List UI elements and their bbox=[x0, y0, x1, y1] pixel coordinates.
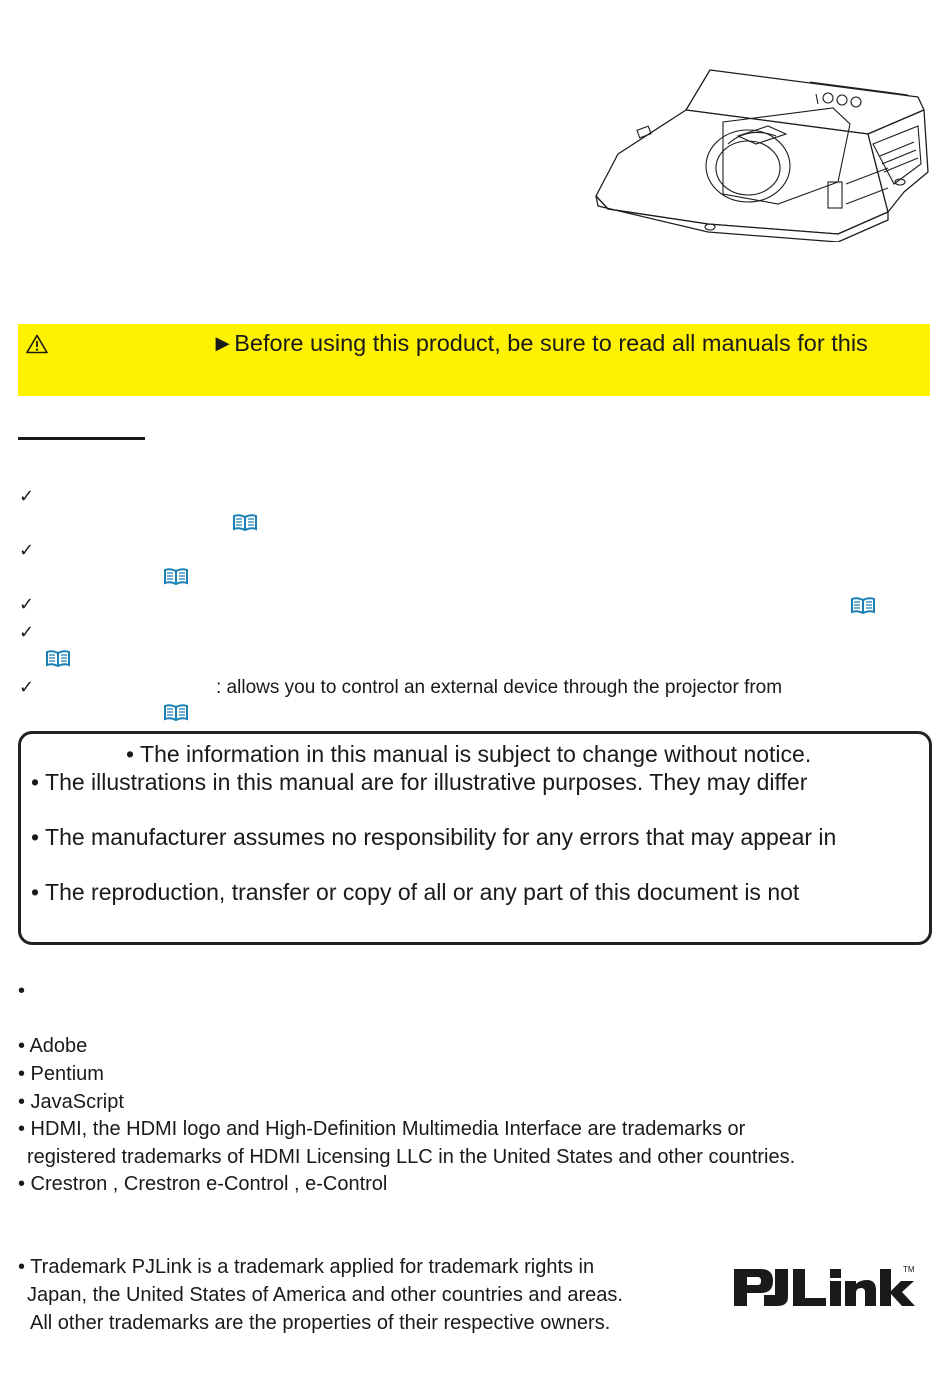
notice-box bbox=[18, 731, 932, 945]
check-icon: ✓ bbox=[19, 677, 35, 697]
notice-line: • The illustrations in this manual are for illustrative purposes. They may differ bbox=[31, 769, 808, 795]
notice-line: • The manufacturer assumes no responsibility for any errors that may appear in bbox=[31, 824, 837, 850]
notice-line: • The information in this manual is subject to change without notice. bbox=[126, 741, 812, 767]
trademark-crestron: • Crestron , Crestron e-Control , e-Control bbox=[18, 1173, 388, 1195]
check-icon: ✓ bbox=[19, 622, 35, 642]
warning-triangle-icon bbox=[26, 334, 48, 354]
trademark-others: All other trademarks are the properties of their respective owners. bbox=[30, 1312, 611, 1334]
book-reference-icon[interactable] bbox=[232, 514, 258, 531]
trademark-bullet: • bbox=[18, 980, 26, 1002]
book-reference-icon[interactable] bbox=[163, 704, 189, 721]
book-reference-icon[interactable] bbox=[163, 568, 189, 585]
trademark-hdmi-cont: registered trademarks of HDMI Licensing LLC in the United States and other countries. bbox=[27, 1146, 796, 1168]
pjlink-tm: TM bbox=[903, 1265, 915, 1274]
warning-banner bbox=[18, 324, 930, 396]
notice-line: • The reproduction, transfer or copy of all or any part of this document is not bbox=[31, 879, 800, 905]
feature-text-external-control: : allows you to control an external device through the projector from bbox=[216, 677, 783, 698]
section-heading-underline bbox=[18, 437, 145, 440]
trademark-javascript: • JavaScript bbox=[18, 1091, 124, 1113]
book-reference-icon[interactable] bbox=[850, 597, 876, 614]
trademark-pentium: • Pentium bbox=[18, 1063, 104, 1085]
warning-text: ►Before using this product, be sure to read all manuals for this bbox=[211, 330, 868, 356]
trademark-pjlink: • Trademark PJLink is a trademark applied for trademark rights in bbox=[18, 1256, 595, 1278]
check-icon: ✓ bbox=[19, 594, 35, 614]
pjlink-logo bbox=[731, 1262, 919, 1312]
trademark-adobe: • Adobe bbox=[18, 1035, 88, 1057]
trademark-hdmi: • HDMI, the HDMI logo and High-Definition Multimedia Interface are trademarks or bbox=[18, 1118, 746, 1140]
check-icon: ✓ bbox=[19, 486, 35, 506]
book-reference-icon[interactable] bbox=[45, 650, 71, 667]
check-icon: ✓ bbox=[19, 540, 35, 560]
trademark-pjlink-cont: Japan, the United States of America and other countries and areas. bbox=[27, 1284, 623, 1306]
projector-illustration bbox=[588, 64, 933, 242]
